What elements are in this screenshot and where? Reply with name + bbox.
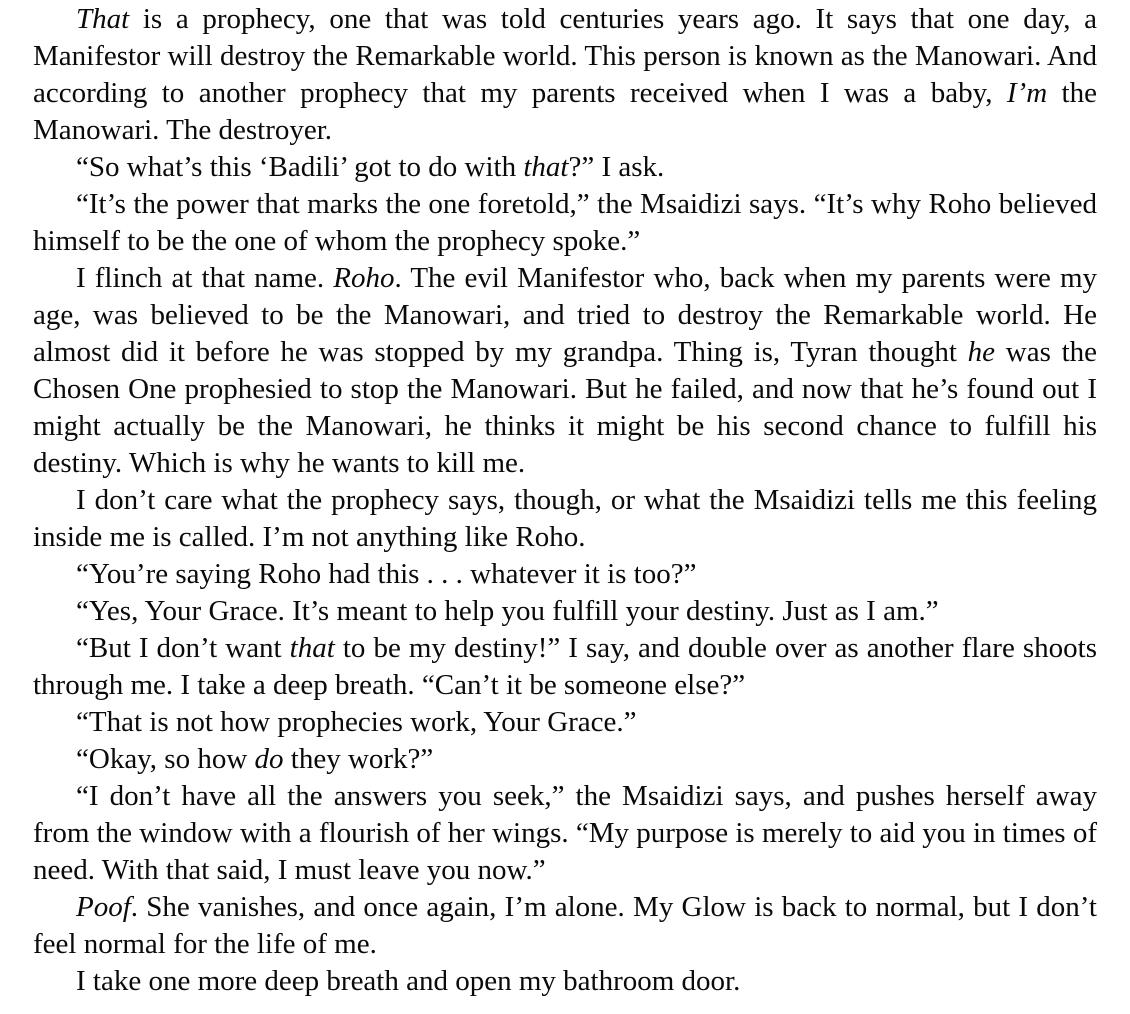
text-run: to be my destiny!” I say, and double over as another flare shoots through me. I take a deep breath. “Can’t it be someone else?” xyxy=(33,632,1098,701)
paragraph xyxy=(33,149,1097,186)
italic-text-run: he xyxy=(967,336,996,368)
paragraph xyxy=(33,963,1097,1000)
text-run: “You’re saying Roho had this . . . whatever it is too?” xyxy=(76,558,697,590)
paragraph xyxy=(33,741,1097,778)
italic-text-run: Roho xyxy=(333,262,395,294)
italic-text-run: do xyxy=(254,743,284,775)
italic-text-run: That xyxy=(76,3,130,35)
text-run: “Yes, Your Grace. It’s meant to help you fulfill your destiny. Just as I am.” xyxy=(76,595,939,627)
italic-text-run: Poof xyxy=(76,891,131,923)
text-run: I take one more deep breath and open my bathroom door. xyxy=(76,965,741,997)
text-run: I flinch at that name. xyxy=(76,262,334,294)
text-run: “That is not how prophecies work, Your Grace.” xyxy=(76,706,637,738)
text-run: “Okay, so how xyxy=(76,743,255,775)
text-run: they work?” xyxy=(283,743,434,775)
text-run: was the Chosen One prophesied to stop the Manowari. But he failed, and now that he’s found out I might actually be the Manowari, he thinks it might be his second chance to fulfill his destiny. Which is why he wants to kill me. xyxy=(33,336,1097,479)
paragraph xyxy=(33,593,1097,630)
paragraph xyxy=(33,1,1097,149)
text-run: “So what’s this ‘Badili’ got to do with xyxy=(76,151,524,183)
text-run: . She vanishes, and once again, I’m alone. My Glow is back to normal, but I don’t feel normal for the life of me. xyxy=(33,891,1097,960)
italic-text-run: that xyxy=(289,632,335,664)
text-run: the Manowari. The destroyer. xyxy=(33,77,1097,146)
paragraph xyxy=(33,778,1097,889)
paragraph xyxy=(33,704,1097,741)
paragraph xyxy=(33,630,1097,704)
italic-text-run: that xyxy=(523,151,569,183)
text-run: “It’s the power that marks the one foretold,” the Msaidizi says. “It’s why Roho believed himself to be the one of whom the prophecy spoke.” xyxy=(33,188,1097,257)
paragraph xyxy=(33,482,1097,556)
text-block xyxy=(33,1,1097,1000)
paragraph xyxy=(33,186,1097,260)
paragraph xyxy=(33,889,1097,963)
text-run: ?” I ask. xyxy=(568,151,665,183)
italic-text-run: I’m xyxy=(1006,77,1048,109)
text-run: “But I don’t want xyxy=(76,632,290,664)
text-run: I don’t care what the prophecy says, though, or what the Msaidizi tells me this feeling inside me is called. I’m not anything like Roho. xyxy=(33,484,1097,553)
text-run: “I don’t have all the answers you seek,” the Msaidizi says, and pushes herself away from the window with a flourish of her wings. “My purpose is merely to aid you in times of need. With that said, I must leave you now.” xyxy=(33,780,1097,886)
text-run: is a prophecy, one that was told centuries years ago. It says that one day, a Manifestor will destroy the Remarkable world. This person is known as the Manowari. And according to another prophecy that my parents received when I was a baby, xyxy=(33,3,1097,109)
paragraph xyxy=(33,556,1097,593)
paragraph xyxy=(33,260,1097,482)
text-run: . The evil Manifestor who, back when my parents were my age, was believed to be the Manowari, and tried to destroy the Remarkable world. He almost did it before he was stopped by my grandpa. Thing is, Tyran thought xyxy=(33,262,1098,368)
